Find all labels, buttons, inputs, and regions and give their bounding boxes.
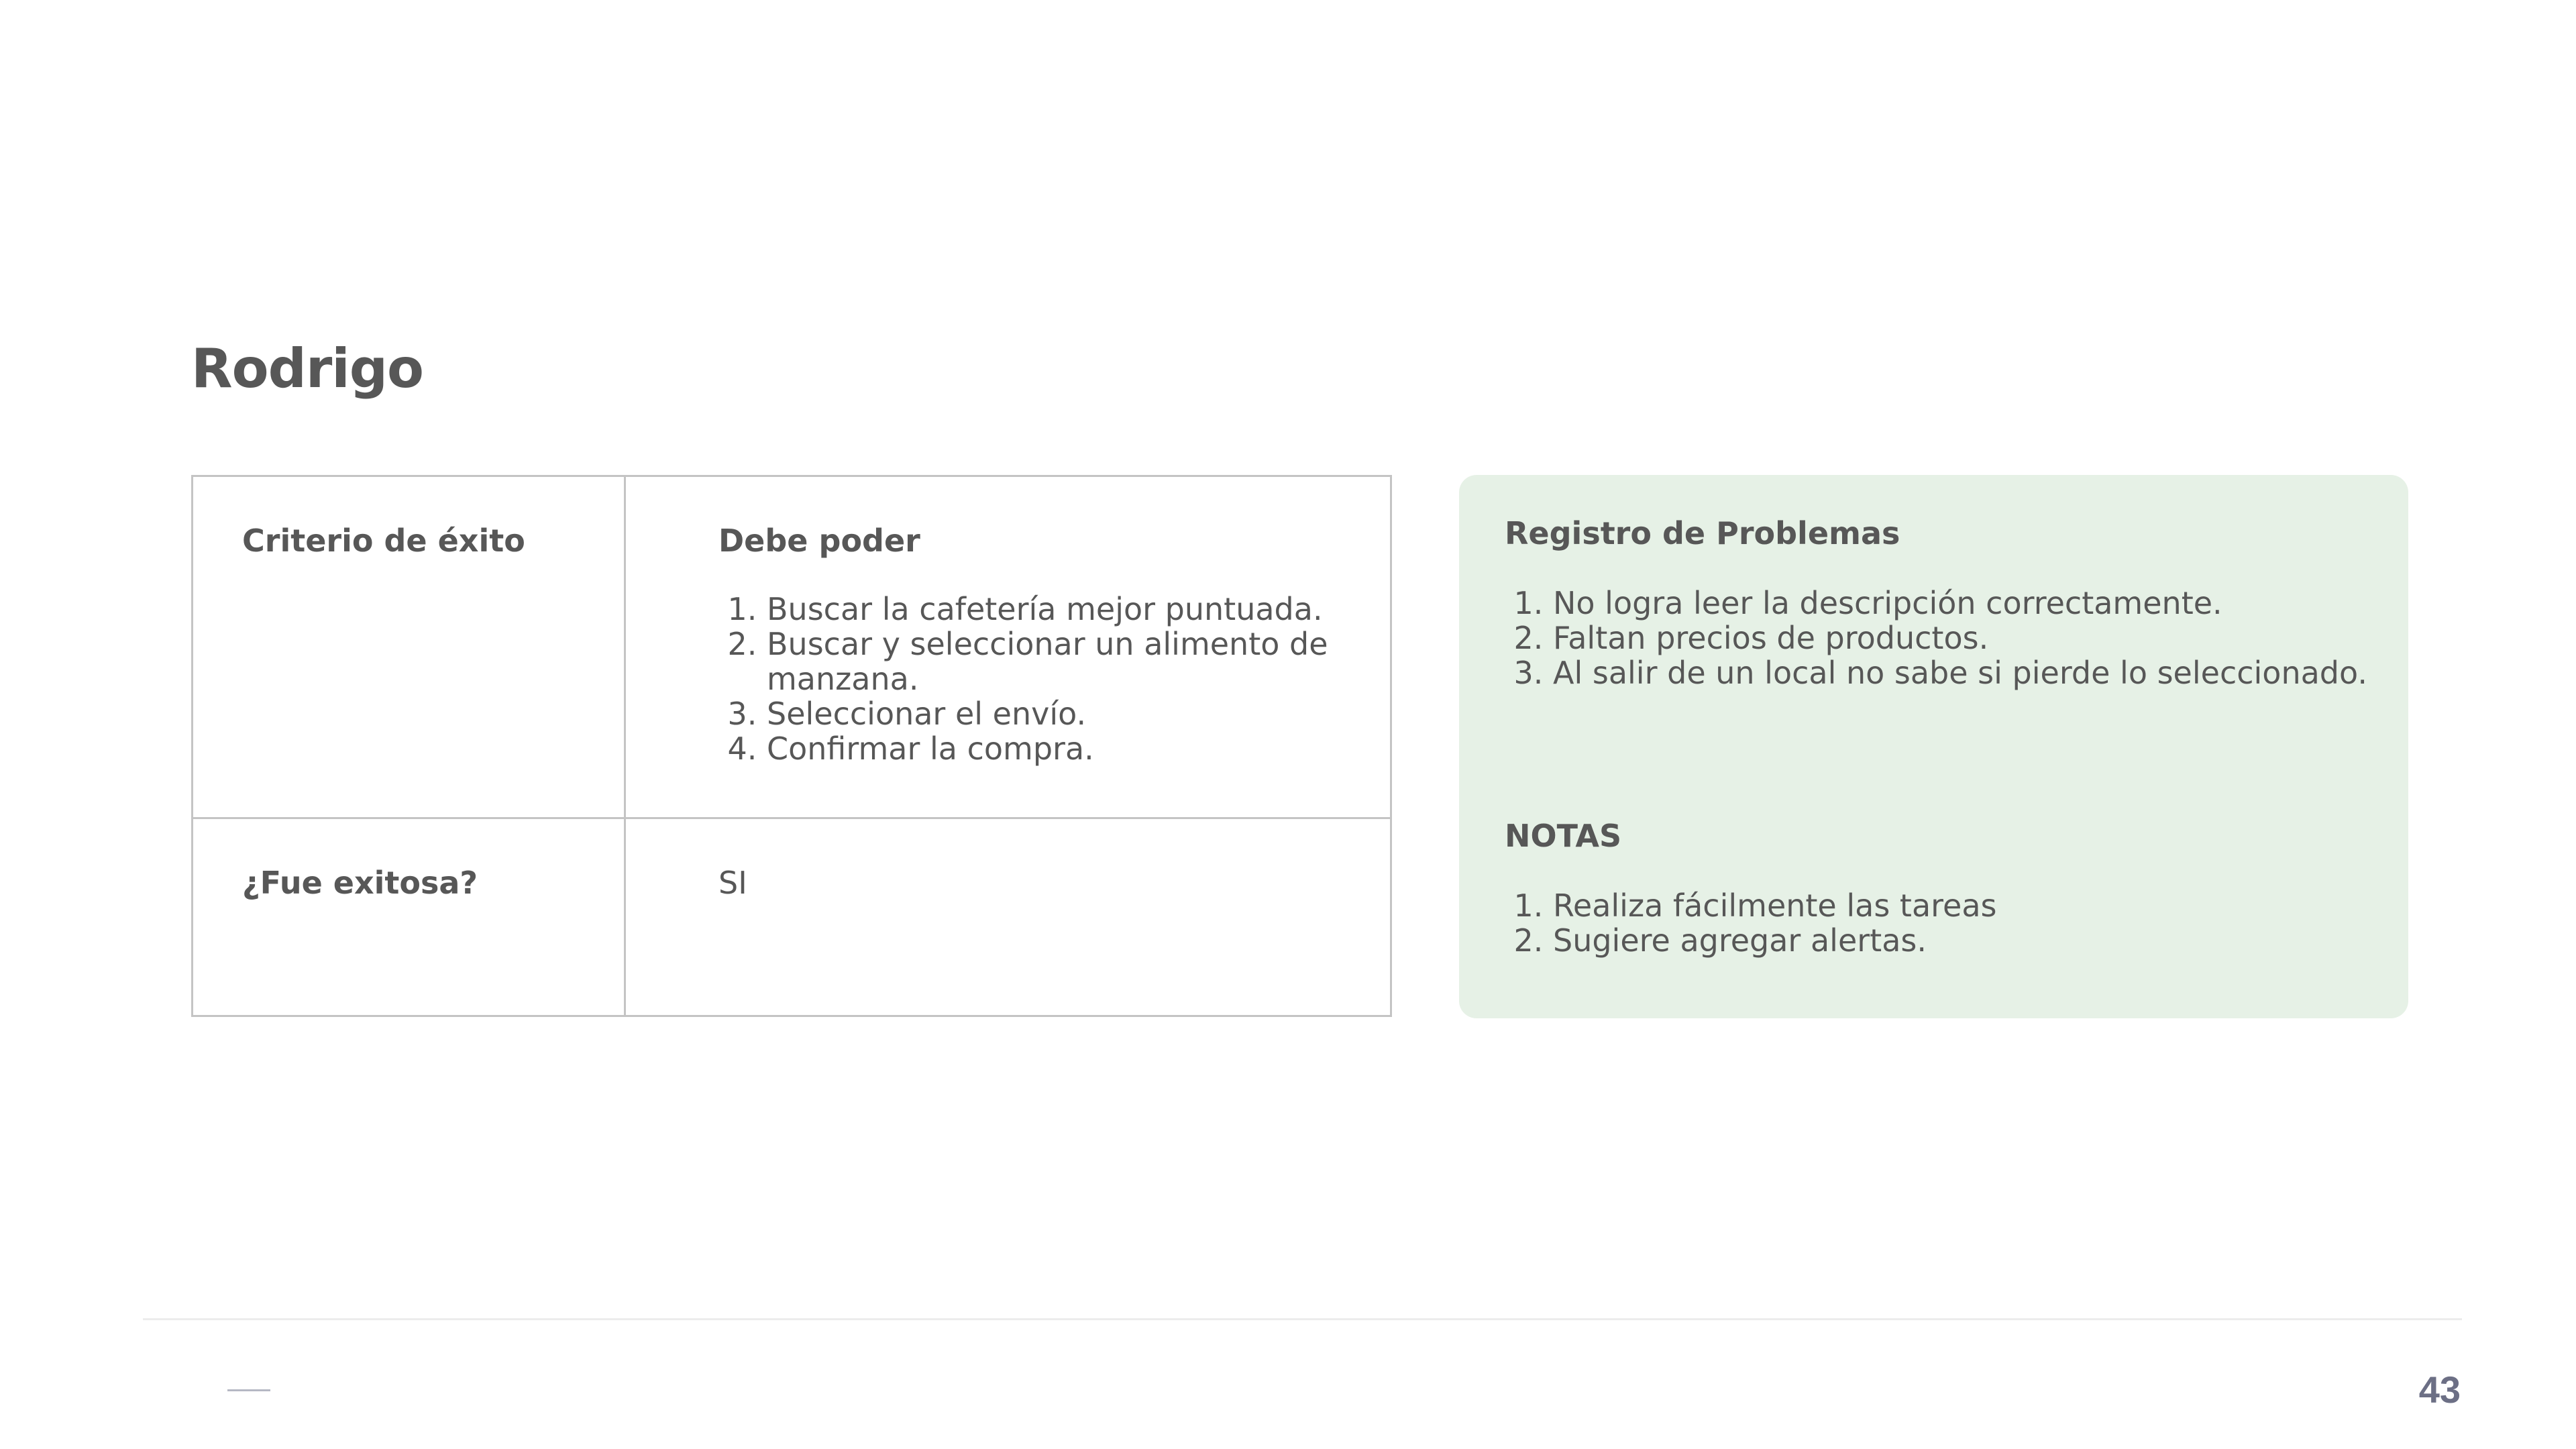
success-content <box>626 819 1390 1015</box>
task-item: 2. Buscar y seleccionar un alimento de manzana. <box>767 627 1350 696</box>
footer-dash <box>227 1389 270 1391</box>
task-item: 3. Seleccionar el envío. <box>767 696 1350 731</box>
problem-item: 1. No logra leer la descripción correctamente. <box>1553 586 2368 621</box>
criteria-heading: Debe poder <box>718 523 920 559</box>
problem-item: 2. Faltan precios de productos. <box>1553 621 2368 655</box>
criteria-content <box>626 477 1390 819</box>
criteria-label: Criterio de éxito <box>193 477 626 819</box>
success-label: ¿Fue exitosa? <box>193 819 626 1015</box>
problems-heading: Registro de Problemas <box>1505 515 1900 551</box>
success-value: SI <box>718 865 747 901</box>
notes-panel <box>1459 475 2408 1018</box>
page-title: Rodrigo <box>191 337 423 400</box>
notes-list <box>1505 888 2368 958</box>
problems-list <box>1505 586 2368 690</box>
page-number: 43 <box>2418 1368 2461 1411</box>
footer-divider <box>143 1318 2462 1320</box>
notes-heading: NOTAS <box>1505 818 1622 855</box>
task-item: 4. Confirmar la compra. <box>767 731 1350 766</box>
success-criteria-table <box>191 475 1392 1017</box>
problem-item: 3. Al salir de un local no sabe si pierde lo seleccionado. <box>1553 655 2368 690</box>
task-item: 1. Buscar la cafetería mejor puntuada. <box>767 592 1350 627</box>
note-item: 1. Realiza fácilmente las tareas <box>1553 888 2368 923</box>
note-item: 2. Sugiere agregar alertas. <box>1553 923 2368 958</box>
task-list <box>718 592 1350 766</box>
